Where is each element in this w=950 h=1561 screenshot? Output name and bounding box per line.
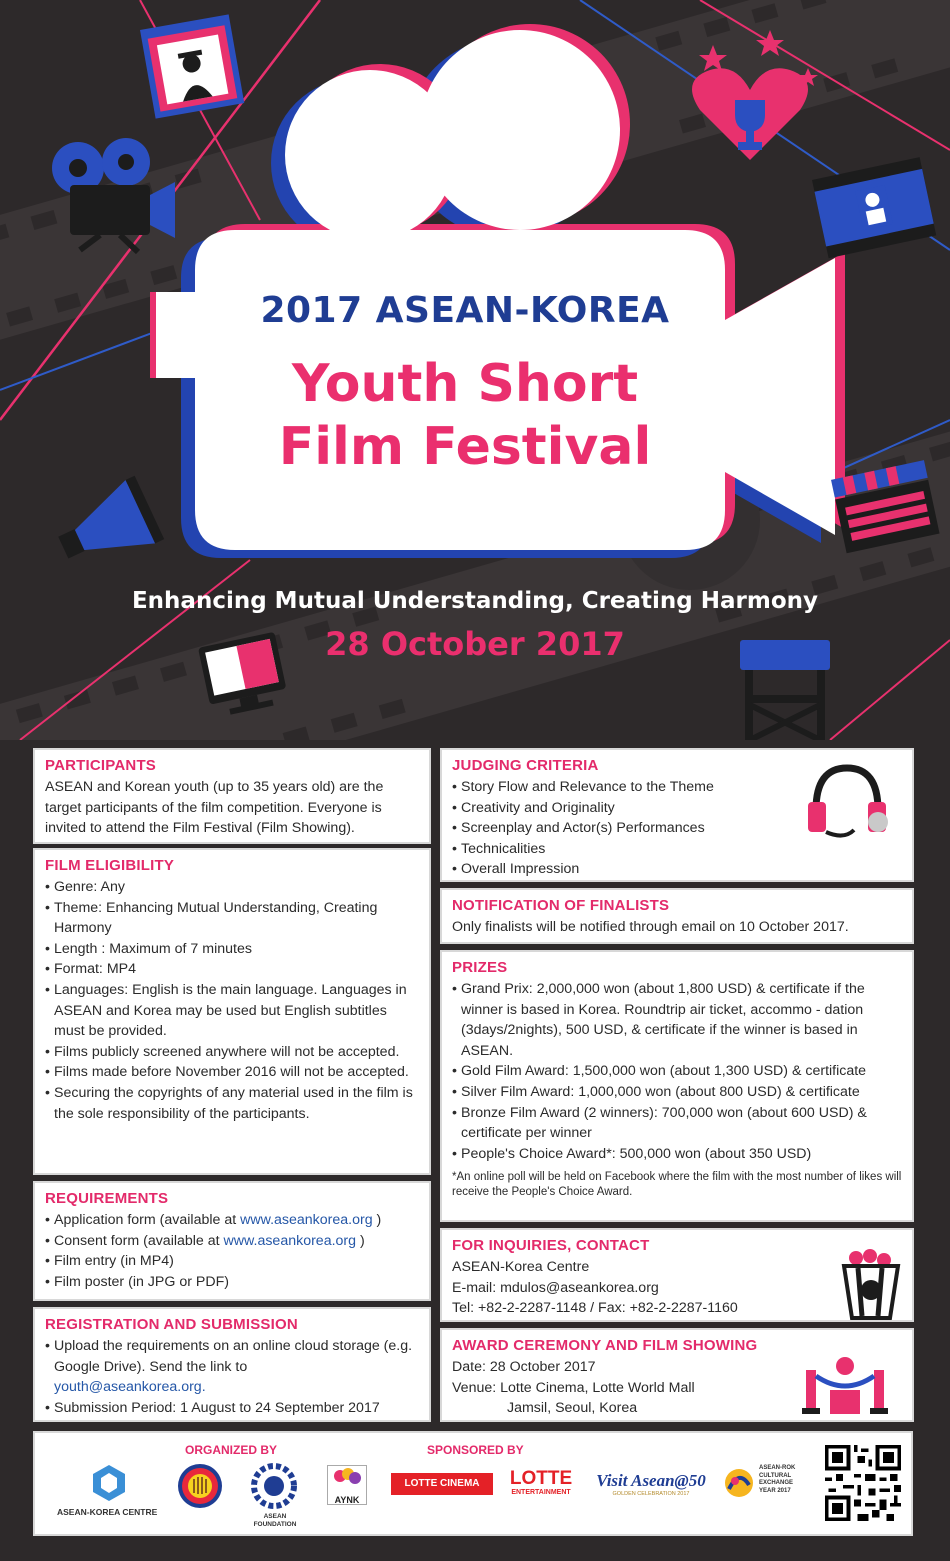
list-item: • Creativity and Originality — [452, 798, 902, 819]
qr-code-icon[interactable] — [825, 1445, 901, 1521]
award-ceremony-section — [440, 1328, 914, 1422]
cultural-exchange-text: ASEAN-ROK CULTURAL EXCHANGE YEAR 2017 — [759, 1465, 796, 1494]
red-carpet-icon — [800, 1350, 890, 1416]
sponsored-by-label: SPONSORED BY — [427, 1443, 524, 1457]
event-date: 28 October 2017 — [325, 625, 625, 663]
title-main-line2: Film Festival — [278, 417, 652, 477]
list-item: • Grand Prix: 2,000,000 won (about 1,800 USD) & certificate if the winner is based in Korea. Roundtrip air ticket, accommo - dation (3days/2nights), 500 USD, & certificate if the winner is based in ASEAN. — [452, 979, 902, 1061]
list-item: • Bronze Film Award (2 winners): 700,000 won (about 600 USD) & certificate per winner — [452, 1103, 902, 1144]
visit-asean-logo: Visit Asean@50 GOLDEN CELEBRATION 2017 — [596, 1471, 706, 1497]
headphones-icon — [804, 760, 890, 840]
list-item: • Films publicly screened anywhere will not be accepted. — [45, 1042, 419, 1063]
tagline: Enhancing Mutual Understanding, Creating Harmony — [131, 588, 819, 614]
lotte-cinema-logo: LOTTE CINEMA — [391, 1473, 493, 1495]
theater-stage-icon — [140, 14, 244, 118]
website-link[interactable]: www.aseankorea.org — [240, 1212, 373, 1228]
participants-section — [33, 748, 431, 844]
list-item: • Application form (available at www.aseankorea.org ) — [45, 1210, 419, 1231]
list-item: • Gold Film Award: 1,500,000 won (about 1,300 USD) & certificate — [452, 1061, 902, 1082]
list-item: • Story Flow and Relevance to the Theme — [452, 777, 902, 798]
asean-foundation-logo — [251, 1463, 297, 1509]
contact-org: ASEAN-Korea Centre — [452, 1259, 590, 1275]
requirements-section — [33, 1181, 431, 1301]
list-item: • Overall Impression — [452, 859, 902, 880]
list-item: • Submission Period: 1 August to 24 September 2017 — [45, 1398, 419, 1419]
ceremony-date: Date: 28 October 2017 — [452, 1359, 596, 1375]
contact-email[interactable]: E-mail: mdulos@aseankorea.org — [452, 1279, 659, 1296]
title-main-line1: Youth Short — [291, 354, 639, 414]
website-link[interactable]: www.aseankorea.org — [223, 1232, 357, 1249]
participants-text: ASEAN and Korean youth (up to 35 years old) are the target participants of the film competition. Everyone is invited to attend the Film Festival (Film Showing). — [45, 779, 384, 837]
akc-logo-text: ASEAN-KOREA CENTRE — [57, 1507, 158, 1517]
list-item: • Technicalities — [452, 839, 902, 860]
registration-section — [33, 1307, 431, 1422]
list-item: • Film entry (in MP4) — [45, 1251, 419, 1272]
list-item: • Genre: Any — [45, 877, 419, 898]
film-eligibility-section — [33, 848, 431, 1175]
section-heading: PARTICIPANTS — [45, 757, 157, 774]
section-heading: REQUIREMENTS — [45, 1190, 169, 1207]
popcorn-icon — [838, 1248, 904, 1320]
list-item: • Films made before November 2016 will not be accepted. — [45, 1062, 419, 1083]
megaphone-icon — [49, 476, 165, 580]
list-item: • Screenplay and Actor(s) Performances — [452, 818, 902, 839]
ceremony-venue: Venue: Lotte Cinema, Lotte World Mall — [452, 1379, 695, 1396]
aynk-flower-icon — [328, 1466, 366, 1490]
section-heading: FILM ELIGIBILITY — [45, 857, 175, 874]
inquiries-section — [440, 1228, 914, 1322]
title-year-line: 2017 ASEAN-KOREA — [260, 290, 670, 331]
organized-by-label: ORGANIZED BY — [185, 1443, 278, 1457]
film-camera-icon — [52, 138, 175, 252]
trophy-heart-icon — [692, 30, 818, 160]
section-heading: PRIZES — [452, 959, 508, 976]
lotte-entertainment-logo: LOTTE ENTERTAINMENT — [509, 1468, 573, 1496]
contact-phone: Tel: +82-2-2287-1148 / Fax: +82-2-2287-1160 — [452, 1300, 738, 1317]
film-frame-icon — [812, 157, 936, 258]
judging-criteria-section — [440, 748, 914, 882]
finalists-text: Only finalists will be notified through email on 10 October 2017. — [452, 919, 849, 935]
sponsors-footer — [33, 1431, 913, 1536]
list-item: • Securing the copyrights of any material used in the film is the sole responsibility of the participants. — [45, 1083, 419, 1124]
list-item: • Film poster (in JPG or PDF) — [45, 1272, 419, 1293]
asean-foundation-text: ASEAN FOUNDATION — [253, 1513, 297, 1528]
ceremony-venue-line2: Jamsil, Seoul, Korea — [507, 1400, 638, 1417]
section-heading: AWARD CEREMONY AND FILM SHOWING — [452, 1337, 758, 1354]
aynk-text: AYNK — [334, 1495, 360, 1505]
asean-korea-centre-logo — [89, 1463, 129, 1503]
section-heading: REGISTRATION AND SUBMISSION — [45, 1316, 298, 1333]
cultural-exchange-logo — [721, 1463, 757, 1503]
prizes-section — [440, 950, 914, 1222]
email-link[interactable]: youth@aseankorea.org. — [54, 1379, 206, 1396]
list-item: • Consent form (available at www.aseankorea.org ) — [45, 1231, 419, 1252]
list-item: • Silver Film Award: 1,000,000 won (about 800 USD) & certificate — [452, 1082, 902, 1103]
aynk-logo — [327, 1465, 367, 1505]
section-heading: NOTIFICATION OF FINALISTS — [452, 897, 670, 914]
section-heading: FOR INQUIRIES, CONTACT — [452, 1237, 650, 1254]
clapperboard-icon — [831, 460, 940, 553]
prize-note: *An online poll will be held on Facebook where the film with the most number of likes will receive the People's Choice Award. — [452, 1171, 902, 1199]
list-item: • Languages: English is the main language. Languages in ASEAN and Korea may be used but English subtitles must be provided. — [45, 980, 419, 1042]
list-item: • Upload the requirements on an online cloud storage (e.g. Google Drive). Send the link to youth@aseankorea.org. — [45, 1336, 419, 1398]
asean-emblem-logo — [177, 1463, 223, 1509]
section-heading: JUDGING CRITERIA — [452, 757, 599, 774]
list-item: • Format: MP4 — [45, 959, 419, 980]
list-item: • People's Choice Award*: 500,000 won (about 350 USD) — [452, 1144, 902, 1165]
list-item: • Theme: Enhancing Mutual Understanding, Creating Harmony — [45, 898, 419, 939]
list-item: • Length : Maximum of 7 minutes — [45, 939, 419, 960]
finalists-section — [440, 888, 914, 944]
